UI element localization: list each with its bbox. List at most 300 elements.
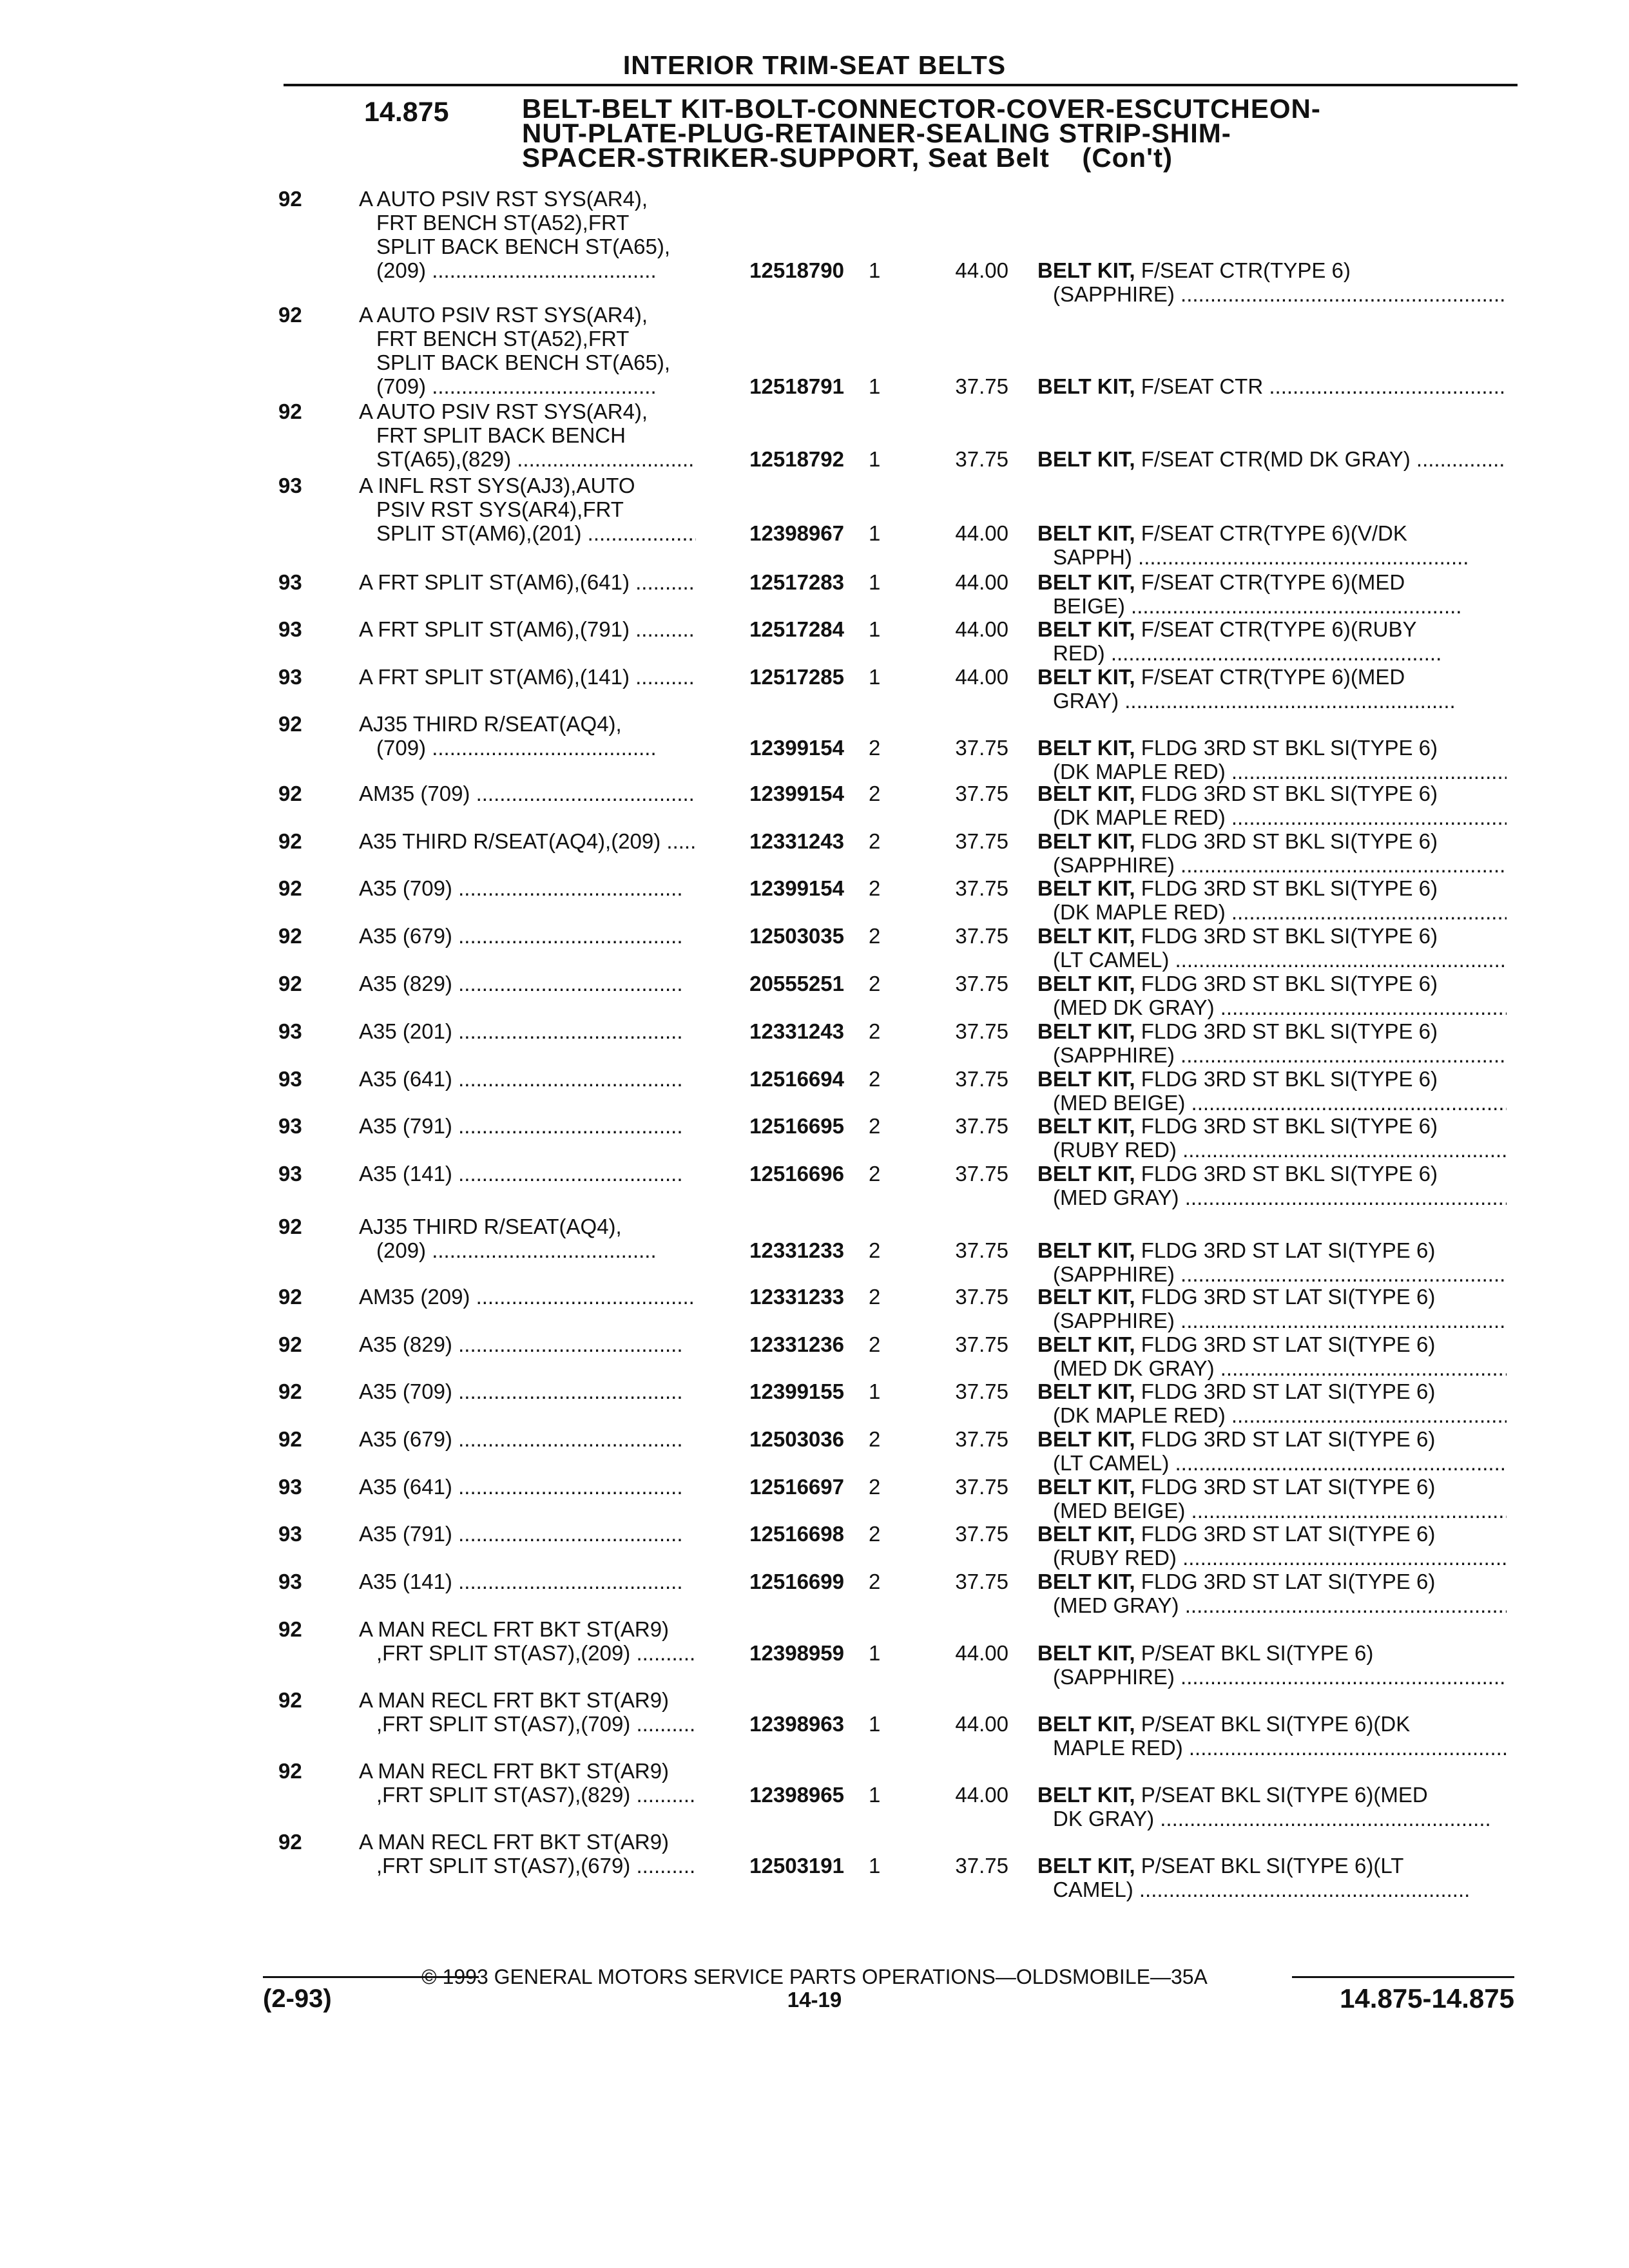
application-line: SPLIT ST(AM6),(201) ..... [359,521,707,545]
section-title-line: SPACER-STRIKER-SUPPORT, Seat Belt (Con't) [522,142,1173,173]
application-line: FRT SPLIT BACK BENCH [376,423,626,447]
section-title [522,93,1489,173]
quantity: 2 [869,1475,881,1499]
application-line: A FRT SPLIT ST(AM6),(141) ..... [359,665,707,689]
description-keyword: BELT KIT, [1037,1067,1135,1091]
row-code: 92 [278,876,302,900]
part-description [1037,1522,1507,1570]
part-description [1037,617,1507,665]
row-code: 93 [278,617,302,641]
header-rule [284,84,1518,86]
price: 37.75 [955,1114,1008,1138]
part-number: 12331236 [696,1332,844,1356]
price: 37.75 [955,1162,1008,1186]
price: 37.75 [955,1379,1008,1403]
price: 37.75 [955,972,1008,995]
part-number: 12517283 [696,570,844,594]
quantity: 2 [869,782,881,805]
description-text: FLDG 3RD ST LAT SI(TYPE 6) [1135,1379,1436,1403]
application-line: A35 THIRD R/SEAT(AQ4),(209) ..... [359,829,707,853]
price: 37.75 [955,782,1008,805]
row-application [359,1019,707,1043]
part-number: 12331243 [696,829,844,853]
row-code: 93 [278,1475,302,1499]
description-text: FLDG 3RD ST LAT SI(TYPE 6) [1135,1522,1436,1546]
application-line: ,FRT SPLIT ST(AS7),(829) ..... [359,1783,707,1807]
description-text: FLDG 3RD ST BKL SI(TYPE 6) [1135,1019,1438,1043]
description-line: (MED BEIGE) ..... [1037,1091,1507,1115]
description-keyword: BELT KIT, [1037,1114,1135,1138]
part-number: 12516696 [696,1162,844,1186]
description-line: (MED DK GRAY) ..... [1037,995,1507,1019]
application-line: A35 (709) ..... [359,1379,707,1403]
quantity: 1 [869,617,881,641]
part-description [1037,1238,1507,1286]
application-line: FRT BENCH ST(A52),FRT [376,211,630,235]
part-number: 12398963 [696,1712,844,1736]
row-code: 92 [278,187,302,211]
description-text: P/SEAT BKL SI(TYPE 6) [1135,1641,1374,1665]
part-description [1037,1783,1507,1831]
row-code: 92 [278,712,302,736]
section-number: 14.875 [364,97,449,128]
row-application [359,712,707,760]
row-application [359,399,707,471]
price: 37.75 [955,924,1008,948]
quantity: 2 [869,829,881,853]
part-number: 12503036 [696,1427,844,1451]
application-line: (709) ..... [359,736,707,760]
part-number: 12399154 [696,736,844,760]
row-application [359,1114,707,1138]
application-line: A35 (141) ..... [359,1162,707,1186]
row-application [359,1830,707,1878]
description-line: DK GRAY) ..... [1037,1807,1507,1831]
description-line [1037,447,1507,471]
application-line: SPLIT BACK BENCH ST(A65), [376,351,671,374]
quantity: 1 [869,258,881,282]
description-line [1037,374,1507,398]
row-code: 92 [278,1332,302,1356]
quantity: 1 [869,1641,881,1665]
part-number: 12398965 [696,1783,844,1807]
price: 44.00 [955,570,1008,594]
part-number: 12518792 [696,447,844,471]
description-line: (MED GRAY) ..... [1037,1186,1507,1209]
quantity: 2 [869,1114,881,1138]
description-keyword: BELT KIT, [1037,782,1135,805]
part-number: 12516697 [696,1475,844,1499]
application-line: A35 (829) ..... [359,972,707,995]
price: 37.75 [955,736,1008,760]
price: 37.75 [955,447,1008,471]
application-line: A35 (679) ..... [359,1427,707,1451]
description-line [1037,972,1507,995]
description-line: CAMEL) ..... [1037,1878,1507,1901]
row-code: 92 [278,1379,302,1403]
application-line: ,FRT SPLIT ST(AS7),(209) ..... [359,1641,707,1665]
description-keyword: BELT KIT, [1037,1570,1135,1593]
description-keyword: BELT KIT, [1037,876,1135,900]
price: 37.75 [955,1570,1008,1593]
part-number: 12516698 [696,1522,844,1546]
description-text: FLDG 3RD ST BKL SI(TYPE 6) [1135,736,1438,760]
part-description [1037,521,1507,569]
description-line [1037,1238,1507,1262]
part-number: 12516694 [696,1067,844,1091]
description-line [1037,1570,1507,1593]
description-line: RED) ..... [1037,641,1507,665]
description-keyword: BELT KIT, [1037,924,1135,948]
quantity: 2 [869,1238,881,1262]
row-code: 92 [278,1285,302,1309]
description-keyword: BELT KIT, [1037,1332,1135,1356]
application-line: A FRT SPLIT ST(AM6),(641) ..... [359,570,707,594]
part-number: 12331233 [696,1238,844,1262]
quantity: 2 [869,972,881,995]
description-line: (SAPPHIRE) ..... [1037,1043,1507,1067]
price: 44.00 [955,665,1008,689]
quantity: 1 [869,570,881,594]
description-line [1037,258,1507,282]
description-keyword: BELT KIT, [1037,447,1135,471]
row-code: 93 [278,1162,302,1186]
description-text: F/SEAT CTR(TYPE 6)(MED [1135,665,1405,689]
part-number: 12517285 [696,665,844,689]
description-line: (DK MAPLE RED) ..... [1037,805,1507,829]
description-text: FLDG 3RD ST BKL SI(TYPE 6) [1135,1067,1438,1091]
price: 37.75 [955,1019,1008,1043]
application-line: PSIV RST SYS(AR4),FRT [376,497,624,521]
price: 37.75 [955,829,1008,853]
description-line: (SAPPHIRE) ..... [1037,1262,1507,1286]
row-code: 92 [278,1617,302,1641]
description-line: (SAPPHIRE) ..... [1037,282,1507,306]
description-line [1037,1379,1507,1403]
part-number: 12518790 [696,258,844,282]
row-application [359,1617,707,1665]
row-application [359,1688,707,1736]
row-code: 92 [278,1427,302,1451]
part-description [1037,1332,1507,1380]
section-title-line: NUT-PLATE-PLUG-RETAINER-SEALING STRIP-SHIM- [522,118,1231,148]
application-line: A MAN RECL FRT BKT ST(AR9) [359,1617,670,1641]
quantity: 1 [869,521,881,545]
description-text: FLDG 3RD ST LAT SI(TYPE 6) [1135,1475,1436,1499]
part-number: 12503191 [696,1854,844,1878]
description-line [1037,924,1507,948]
quantity: 2 [869,876,881,900]
description-text: FLDG 3RD ST BKL SI(TYPE 6) [1135,924,1438,948]
row-application [359,665,707,689]
description-line [1037,570,1507,594]
row-code: 92 [278,399,302,423]
description-text: F/SEAT CTR(TYPE 6)(V/DK [1135,521,1407,545]
description-line [1037,617,1507,641]
row-application [359,1570,707,1593]
application-line: ST(A65),(829) ..... [359,447,707,471]
row-code: 93 [278,474,302,497]
description-line [1037,1522,1507,1546]
row-application [359,1475,707,1499]
part-description [1037,258,1507,306]
application-line: (209) ..... [359,1238,707,1262]
row-code: 92 [278,782,302,805]
application-line: A35 (141) ..... [359,1570,707,1593]
application-line: AM35 (709) ..... [359,782,707,805]
description-keyword: BELT KIT, [1037,521,1135,545]
footer-section-range: 14.875-14.875 [1340,1983,1514,2013]
application-line: A FRT SPLIT ST(AM6),(791) ..... [359,617,707,641]
row-application [359,187,707,282]
part-number: 12331233 [696,1285,844,1309]
part-description [1037,1641,1507,1689]
footer-copyright: © 1993 GENERAL MOTORS SERVICE PARTS OPERATIONS—OLDSMOBILE—35A [421,1965,1208,1988]
part-description [1037,1712,1507,1760]
part-description [1037,1475,1507,1523]
row-application [359,1215,707,1262]
application-line: A MAN RECL FRT BKT ST(AR9) [359,1830,670,1854]
description-text: FLDG 3RD ST BKL SI(TYPE 6) [1135,829,1438,853]
part-description [1037,1570,1507,1617]
row-code: 92 [278,1215,302,1238]
description-keyword: BELT KIT, [1037,570,1135,594]
application-line: ,FRT SPLIT ST(AS7),(679) ..... [359,1854,707,1878]
description-keyword: BELT KIT, [1037,829,1135,853]
description-keyword: BELT KIT, [1037,665,1135,689]
part-description [1037,1379,1507,1427]
row-application [359,617,707,641]
price: 37.75 [955,1238,1008,1262]
part-description [1037,736,1507,783]
price: 37.75 [955,1854,1008,1878]
description-line: (LT CAMEL) ..... [1037,948,1507,972]
part-description [1037,972,1507,1019]
description-line: (RUBY RED) ..... [1037,1138,1507,1162]
quantity: 1 [869,374,881,398]
row-code: 93 [278,570,302,594]
part-number: 12517284 [696,617,844,641]
description-keyword: BELT KIT, [1037,374,1135,398]
description-line: (SAPPHIRE) ..... [1037,853,1507,877]
price: 37.75 [955,1285,1008,1309]
row-code: 93 [278,1019,302,1043]
description-text: F/SEAT CTR(TYPE 6)(MED [1135,570,1405,594]
description-text: P/SEAT BKL SI(TYPE 6)(LT [1135,1854,1404,1878]
description-line [1037,1783,1507,1807]
description-text: FLDG 3RD ST BKL SI(TYPE 6) [1135,1162,1438,1186]
page-title: INTERIOR TRIM-SEAT BELTS [622,50,1007,80]
part-number: 12399155 [696,1379,844,1403]
description-line: MAPLE RED) ..... [1037,1736,1507,1760]
description-text: F/SEAT CTR [1135,374,1264,398]
description-line: (SAPPHIRE) ..... [1037,1309,1507,1332]
description-line [1037,1332,1507,1356]
description-text: FLDG 3RD ST LAT SI(TYPE 6) [1135,1332,1436,1356]
description-keyword: BELT KIT, [1037,1238,1135,1262]
description-text: FLDG 3RD ST BKL SI(TYPE 6) [1135,876,1438,900]
description-keyword: BELT KIT, [1037,1783,1135,1807]
part-number: 12516695 [696,1114,844,1138]
application-line: A35 (201) ..... [359,1019,707,1043]
description-text: FLDG 3RD ST LAT SI(TYPE 6) [1135,1285,1436,1309]
application-line: (209) ..... [359,258,707,282]
description-line [1037,521,1507,545]
row-application [359,1285,707,1309]
description-text: FLDG 3RD ST BKL SI(TYPE 6) [1135,1114,1438,1138]
description-line [1037,1641,1507,1665]
application-line: A35 (791) ..... [359,1114,707,1138]
price: 37.75 [955,1332,1008,1356]
quantity: 2 [869,736,881,760]
section-title-line: BELT-BELT KIT-BOLT-CONNECTOR-COVER-ESCUTCHEON- [522,93,1321,124]
part-description [1037,570,1507,618]
part-number: 12399154 [696,876,844,900]
row-code: 93 [278,1522,302,1546]
description-keyword: BELT KIT, [1037,1712,1135,1736]
row-application [359,303,707,398]
description-keyword: BELT KIT, [1037,1019,1135,1043]
part-description [1037,374,1507,398]
quantity: 2 [869,1019,881,1043]
description-line: (DK MAPLE RED) ..... [1037,900,1507,924]
row-application [359,570,707,594]
price: 37.75 [955,1067,1008,1091]
row-application [359,1522,707,1546]
part-number: 12503035 [696,924,844,948]
part-number: 12398967 [696,521,844,545]
price: 37.75 [955,1427,1008,1451]
price: 37.75 [955,1475,1008,1499]
application-line: AJ35 THIRD R/SEAT(AQ4), [359,712,622,736]
description-keyword: BELT KIT, [1037,736,1135,760]
price: 44.00 [955,258,1008,282]
row-application [359,1379,707,1403]
description-line: GRAY) ..... [1037,689,1507,713]
part-description [1037,665,1507,713]
part-number: 12331243 [696,1019,844,1043]
description-keyword: BELT KIT, [1037,1379,1135,1403]
description-text: F/SEAT CTR(MD DK GRAY) [1135,447,1411,471]
part-number: 12398959 [696,1641,844,1665]
description-line: (DK MAPLE RED) ..... [1037,760,1507,783]
description-keyword: BELT KIT, [1037,1285,1135,1309]
price: 44.00 [955,617,1008,641]
application-line: A AUTO PSIV RST SYS(AR4), [359,187,648,211]
description-line: (MED GRAY) ..... [1037,1593,1507,1617]
quantity: 2 [869,1067,881,1091]
description-text: P/SEAT BKL SI(TYPE 6)(MED [1135,1783,1428,1807]
description-text: FLDG 3RD ST LAT SI(TYPE 6) [1135,1570,1436,1593]
application-line: A AUTO PSIV RST SYS(AR4), [359,399,648,423]
description-line: (DK MAPLE RED) ..... [1037,1403,1507,1427]
description-line: (MED DK GRAY) ..... [1037,1356,1507,1380]
description-line [1037,1712,1507,1736]
application-line: AJ35 THIRD R/SEAT(AQ4), [359,1215,622,1238]
description-text: FLDG 3RD ST LAT SI(TYPE 6) [1135,1238,1436,1262]
quantity: 2 [869,1285,881,1309]
part-number: 12518791 [696,374,844,398]
part-description [1037,1067,1507,1115]
application-line: A35 (641) ..... [359,1475,707,1499]
row-application [359,924,707,948]
price: 37.75 [955,374,1008,398]
description-line [1037,665,1507,689]
description-line [1037,829,1507,853]
row-application [359,1759,707,1807]
application-line: A MAN RECL FRT BKT ST(AR9) [359,1688,670,1712]
price: 44.00 [955,1641,1008,1665]
row-code: 92 [278,924,302,948]
row-application [359,1162,707,1186]
application-line: A35 (709) ..... [359,876,707,900]
row-application [359,876,707,900]
part-number: 12399154 [696,782,844,805]
application-line: A AUTO PSIV RST SYS(AR4), [359,303,648,327]
part-description [1037,447,1507,471]
quantity: 1 [869,665,881,689]
application-line: ,FRT SPLIT ST(AS7),(709) ..... [359,1712,707,1736]
price: 44.00 [955,1712,1008,1736]
description-line [1037,1475,1507,1499]
description-keyword: BELT KIT, [1037,1427,1135,1451]
price: 44.00 [955,521,1008,545]
row-code: 92 [278,972,302,995]
quantity: 1 [869,1712,881,1736]
row-application [359,1332,707,1356]
part-description [1037,1162,1507,1209]
row-application [359,782,707,805]
row-code: 93 [278,665,302,689]
description-line: (MED BEIGE) ..... [1037,1499,1507,1523]
row-code: 92 [278,1688,302,1712]
row-code: 93 [278,1067,302,1091]
description-line [1037,1019,1507,1043]
description-keyword: BELT KIT, [1037,972,1135,995]
application-line: A35 (829) ..... [359,1332,707,1356]
quantity: 1 [869,1379,881,1403]
description-text: FLDG 3RD ST BKL SI(TYPE 6) [1135,782,1438,805]
quantity: 2 [869,1570,881,1593]
part-description [1037,876,1507,924]
price: 37.75 [955,1522,1008,1546]
description-text: FLDG 3RD ST LAT SI(TYPE 6) [1135,1427,1436,1451]
description-line [1037,782,1507,805]
price: 37.75 [955,876,1008,900]
quantity: 2 [869,1522,881,1546]
row-application [359,829,707,853]
quantity: 1 [869,447,881,471]
description-keyword: BELT KIT, [1037,1162,1135,1186]
row-application [359,474,707,545]
description-line [1037,1285,1507,1309]
application-line: A35 (679) ..... [359,924,707,948]
description-keyword: BELT KIT, [1037,1641,1135,1665]
part-number: 20555251 [696,972,844,995]
description-line [1037,1427,1507,1451]
description-line: (RUBY RED) ..... [1037,1546,1507,1570]
row-code: 92 [278,303,302,327]
row-code: 92 [278,1759,302,1783]
description-text: FLDG 3RD ST BKL SI(TYPE 6) [1135,972,1438,995]
description-keyword: BELT KIT, [1037,1475,1135,1499]
application-line: (709) ..... [359,374,707,398]
quantity: 1 [869,1783,881,1807]
part-description [1037,924,1507,972]
footer-date: (2-93) [263,1984,332,2013]
part-number: 12516699 [696,1570,844,1593]
application-line: FRT BENCH ST(A52),FRT [376,327,630,351]
